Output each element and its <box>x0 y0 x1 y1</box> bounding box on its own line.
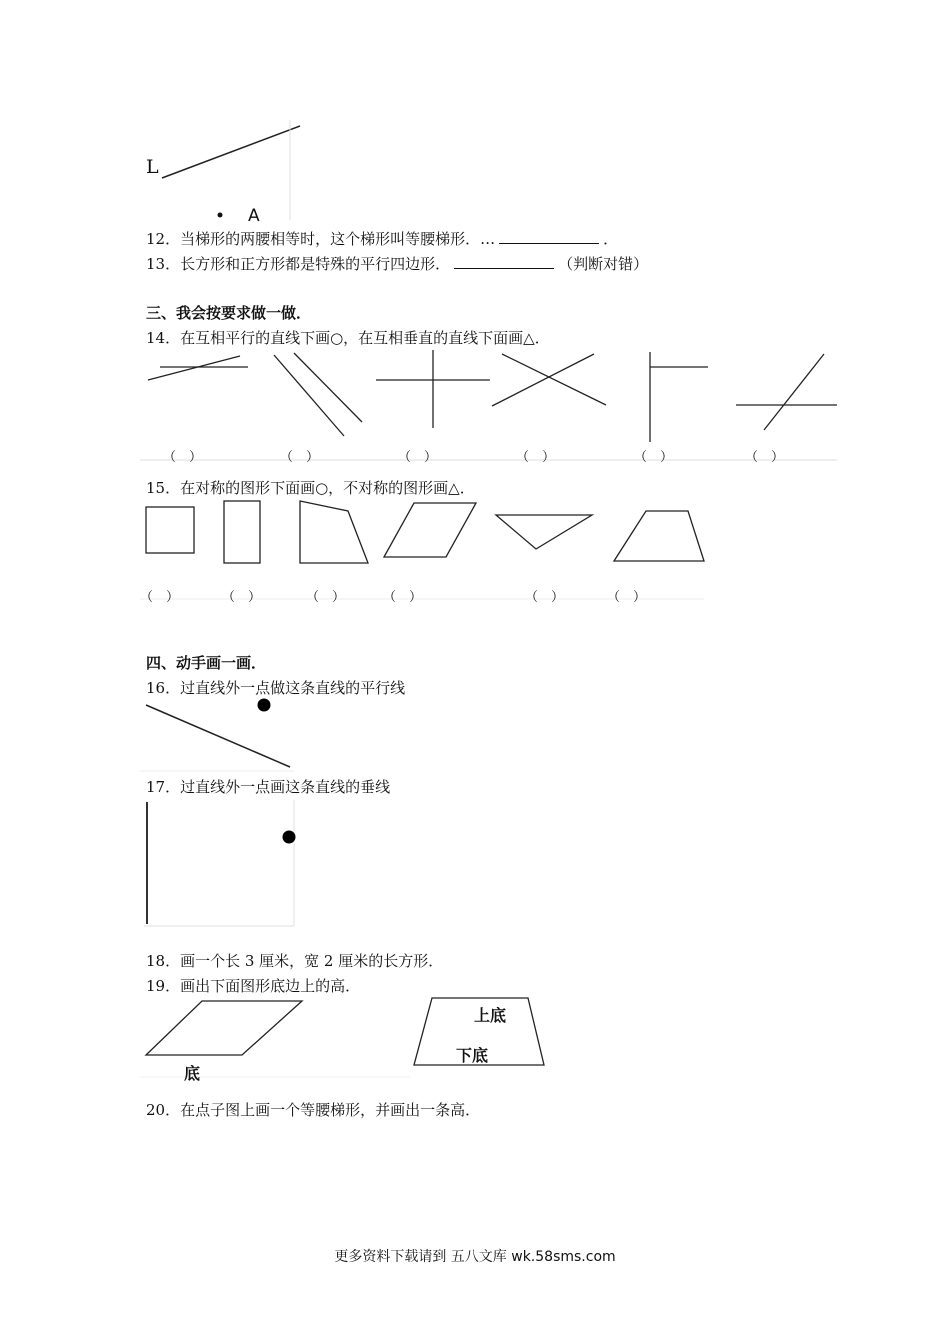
q16-figure <box>140 695 300 775</box>
q15-parallelogram <box>384 503 476 557</box>
q15-answer-4[interactable]: （ ） <box>383 590 423 605</box>
q15-kite <box>496 515 592 549</box>
question-14-text: 14．在互相平行的直线下画○，在互相垂直的直线下面画△． <box>146 329 550 347</box>
q14-pair-4 <box>492 354 606 406</box>
q19-parallelogram <box>146 1001 302 1055</box>
q14-pair-1 <box>148 356 248 380</box>
q16-point <box>258 699 271 712</box>
question-18-text: 18．画一个长 3 厘米，宽 2 厘米的长方形． <box>146 952 444 970</box>
footer-text: 更多资料下载请到 五八文库 wk.58sms.com <box>334 1249 616 1265</box>
question-20-text: 20．在点子图上画一个等腰梯形，并画出一条高． <box>146 1101 481 1119</box>
answer-blank-12[interactable] <box>499 231 599 244</box>
q14-pair-2 <box>274 353 362 436</box>
q14-answer-2[interactable]: （ ） <box>280 450 320 465</box>
q14-answer-4[interactable]: （ ） <box>516 450 556 465</box>
q14-answer-5[interactable]: （ ） <box>634 450 674 465</box>
q17-figure <box>140 796 300 928</box>
q14-answer-6[interactable]: （ ） <box>745 450 785 465</box>
q15-answer-1[interactable]: （ ） <box>140 590 180 605</box>
q14-answer-3[interactable]: （ ） <box>398 450 438 465</box>
q17-point <box>283 831 296 844</box>
q14-pair-3 <box>376 350 490 428</box>
q15-answer-2[interactable]: （ ） <box>222 590 262 605</box>
line-label-l: L <box>146 156 159 178</box>
section-4-heading: 四、动手画一画． <box>146 654 267 672</box>
question-19-text: 19．画出下面图形底边上的高． <box>146 977 361 995</box>
question-12-text: 12．当梯形的两腰相等时，这个梯形叫等腰梯形．… <box>146 230 496 248</box>
question-12 <box>146 228 618 249</box>
line-l-figure <box>140 120 300 230</box>
question-15-text: 15．在对称的图形下面画○，不对称的图形画△． <box>146 479 475 497</box>
q14-pair-5 <box>650 352 708 442</box>
question-13-text: 13．长方形和正方形都是特殊的平行四边形． <box>146 255 451 273</box>
q15-rectangle <box>224 501 260 563</box>
q15-trapezoid <box>614 511 704 561</box>
q15-square <box>146 507 194 553</box>
q15-answer-6[interactable]: （ ） <box>607 590 647 605</box>
point-a-dot <box>218 213 223 218</box>
q14-line-pairs <box>140 350 840 465</box>
q15-answer-5[interactable]: （ ） <box>525 590 565 605</box>
question-16-text: 16．过直线外一点做这条直线的平行线 <box>146 679 406 697</box>
q14-pair-6 <box>736 354 837 430</box>
q15-quadrilateral <box>300 501 368 563</box>
question-13 <box>146 253 648 274</box>
question-17-text: 17．过直线外一点画这条直线的垂线 <box>146 778 391 796</box>
q19-base-label: 底 <box>184 1064 201 1083</box>
q19-top-base-label: 上底 <box>474 1006 507 1025</box>
q14-answer-1[interactable]: （ ） <box>163 450 203 465</box>
question-12-end: ． <box>603 230 619 248</box>
q19-bottom-base-label: 下底 <box>456 1046 489 1065</box>
section-3-heading: 三、我会按要求做一做． <box>146 304 312 322</box>
question-13-end: （判断对错） <box>558 255 649 273</box>
point-label-a: A <box>248 206 260 226</box>
answer-blank-13[interactable] <box>454 256 554 269</box>
q15-answer-3[interactable]: （ ） <box>306 590 346 605</box>
